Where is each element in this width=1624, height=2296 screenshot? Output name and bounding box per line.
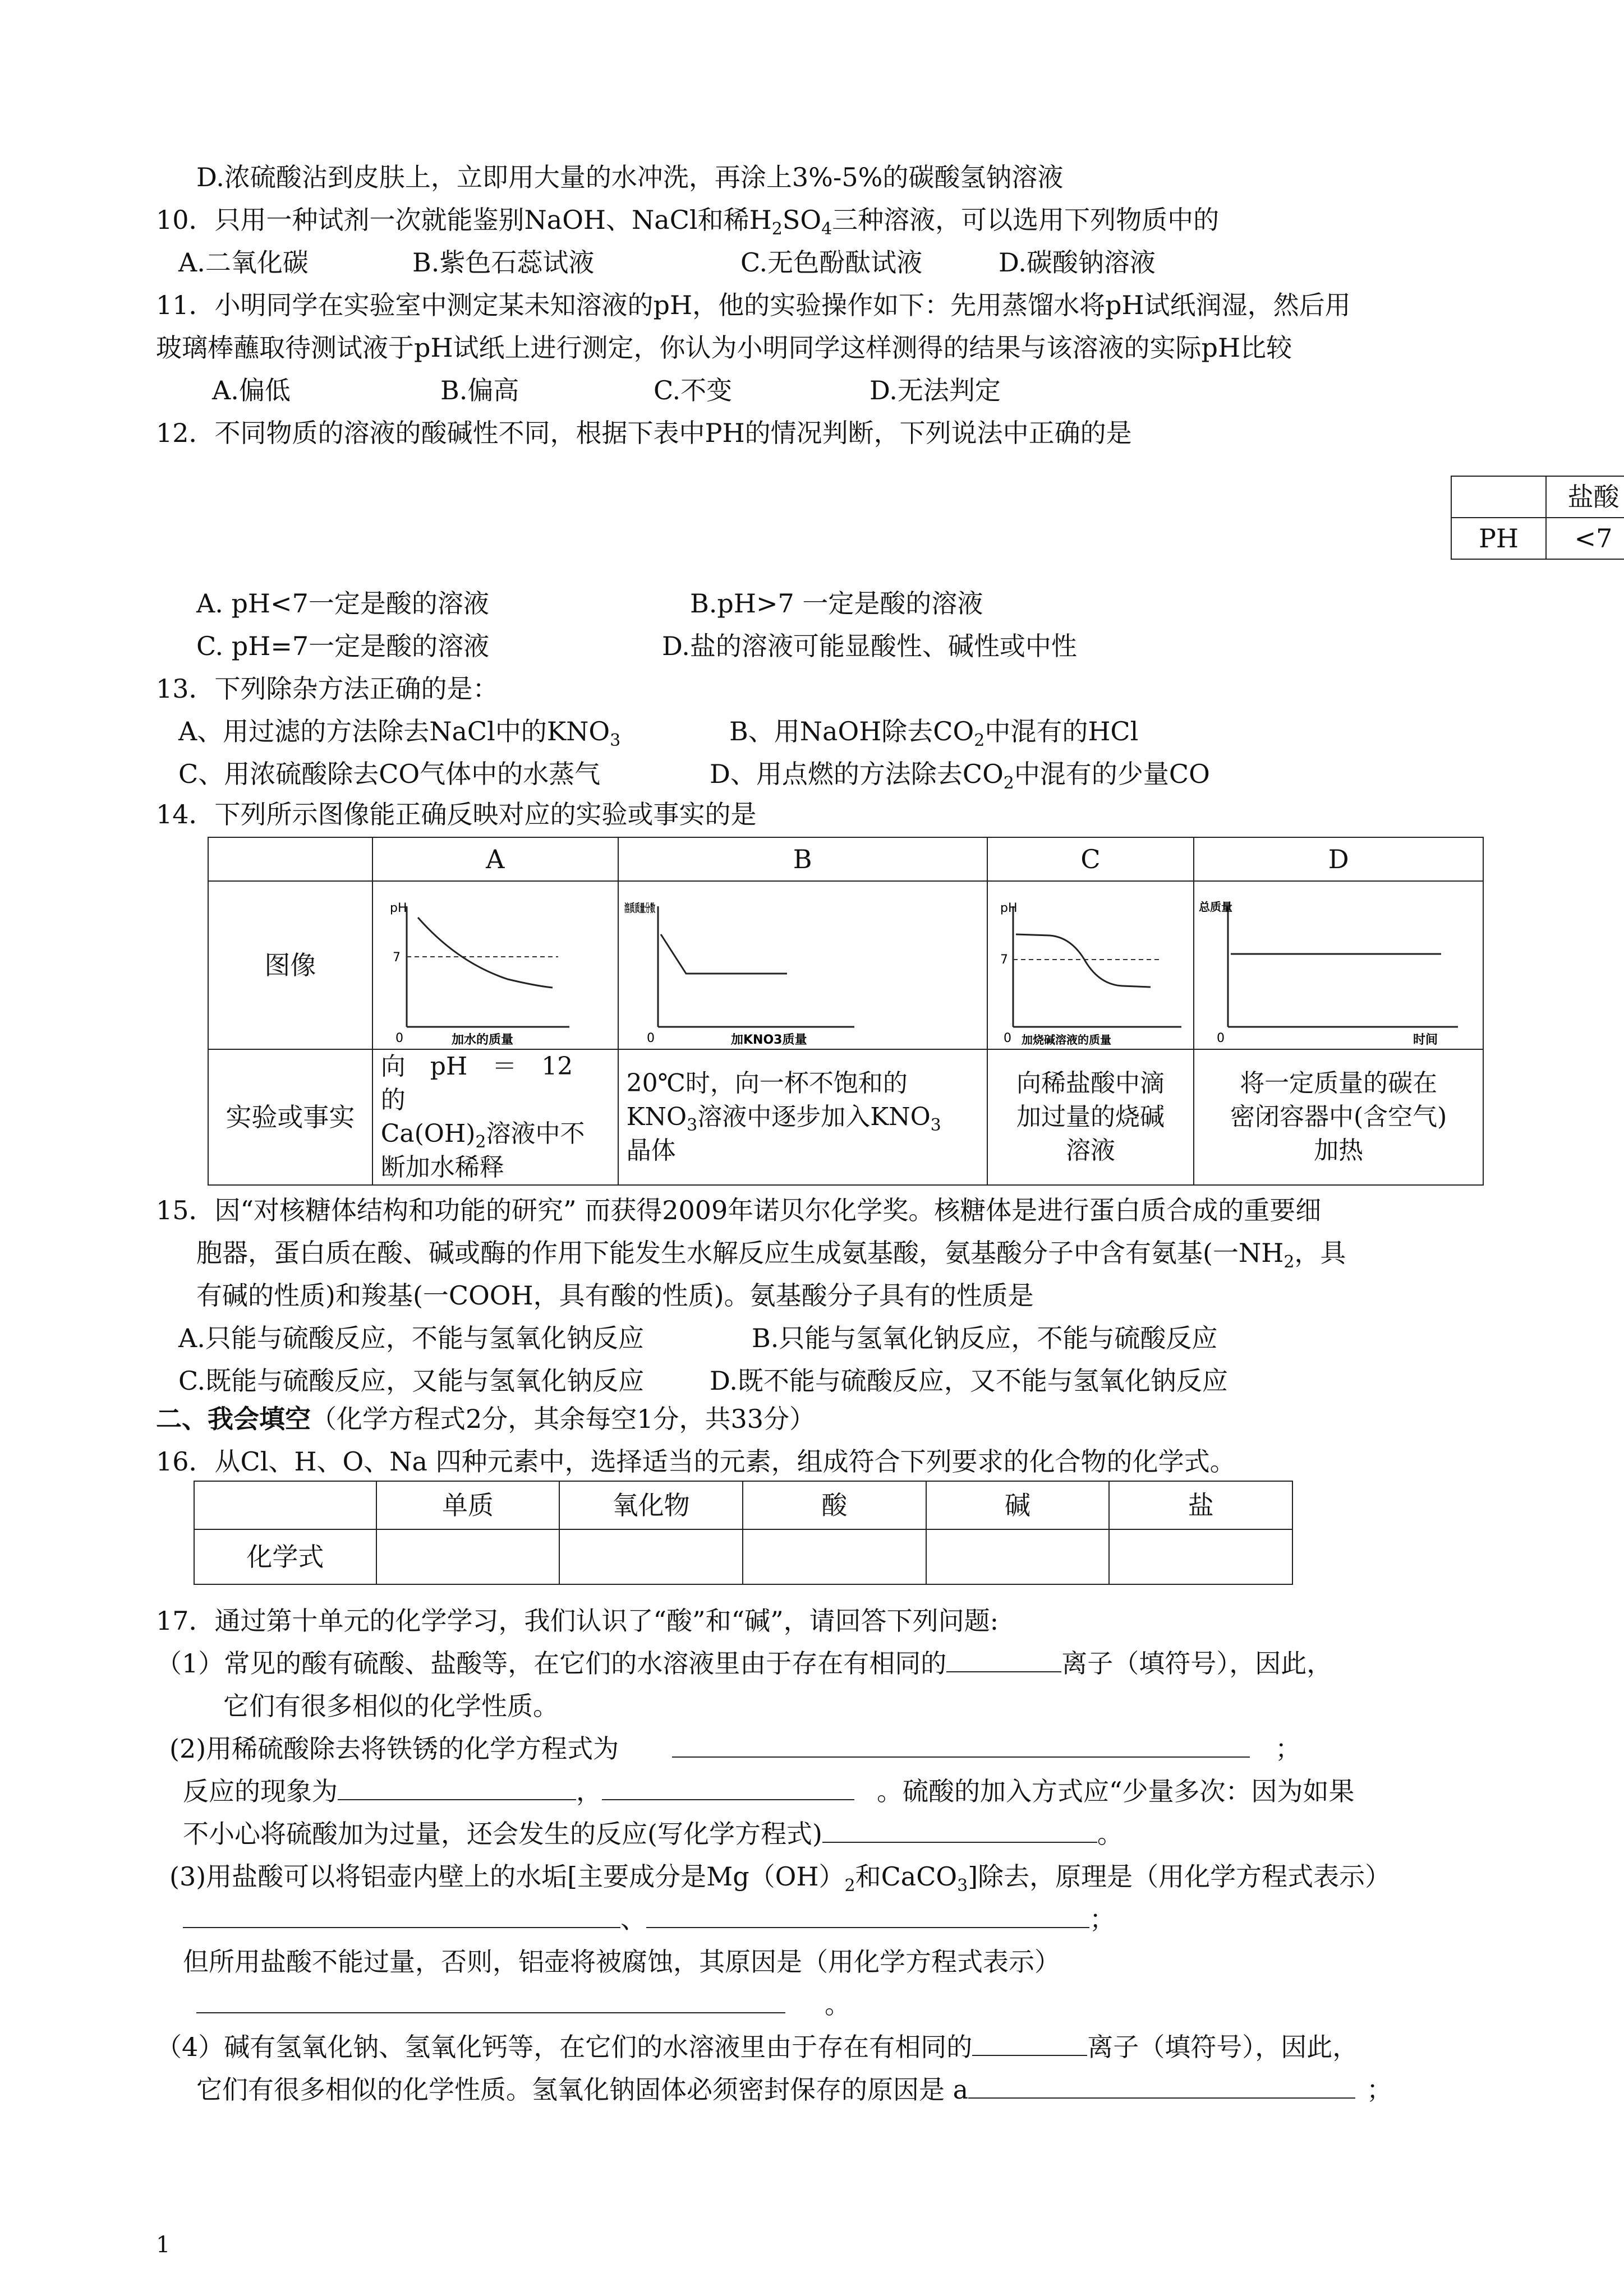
q11-line-2: 玻璃棒蘸取待测试液于pH试纸上进行测定，你认为小明同学这样测得的结果与该溶液的实际pH比较: [156, 333, 1292, 363]
q16-header-acid: 酸: [743, 1481, 926, 1529]
q15-line-2: 胞器，蛋白质在酸、碱或酶的作用下能发生水解反应生成氨基酸，氨基酸分子中含有氨基(一$NH_2$，具: [196, 1238, 1346, 1273]
q17-part-1-cont: 它们有很多相似的化学性质。: [223, 1691, 559, 1721]
q14-row-fact-label: 实验或事实: [208, 1049, 372, 1185]
q11-option-a: A.偏低: [212, 375, 291, 405]
q10-option-d: D.碳酸钠溶液: [999, 247, 1156, 278]
q16-header-empty: [194, 1481, 376, 1529]
graph-d-origin: 0: [1217, 1031, 1225, 1045]
q15-line-1: 15．因“对核糖体结构和功能的研究” 而获得2009年诺贝尔化学奖。核糖体是进行蛋白质合成的重要细: [156, 1195, 1322, 1225]
q17-p2-equation-blank[interactable]: [672, 1734, 1250, 1758]
q10-stem: 10．只用一种试剂一次就能鉴别NaOH、NaCl和稀$H_2SO_4$三种溶液，可以选用下列物质中的: [156, 205, 1220, 239]
q12-table-row-label: PH: [1451, 518, 1546, 559]
q14-fact-c: 向稀盐酸中滴 加过量的烧碱 溶液: [987, 1049, 1194, 1185]
q16-header-oxide: 氧化物: [559, 1481, 743, 1529]
q16-header-salt: 盐: [1109, 1481, 1292, 1529]
q17-p3-blank-2[interactable]: [646, 1905, 1089, 1928]
q16-answer-table: [194, 1481, 1293, 1585]
graph-b-curve: [661, 934, 787, 974]
q17-part-4: （4）碱有氢氧化钠、氢氧化钙等，在它们的水溶液里由于存在有相同的 离子（填符号），因此，: [156, 2032, 1359, 2062]
q17-part-4-cont: 它们有很多相似的化学性质。氢氧化钠固体必须密封保存的原因是 a ；: [196, 2074, 1393, 2105]
graph-c-origin: 0: [1003, 1031, 1011, 1045]
q12-table-corner: [1451, 476, 1546, 518]
q11-line-1: 11．小明同学在实验室中测定某未知溶液的pH，他的实验操作如下：先用蒸馏水将pH试纸润湿，然后用: [156, 290, 1351, 320]
q10-option-c: C.无色酚酞试液: [740, 247, 923, 278]
q14-fact-d: 将一定质量的碳在 密闭容器中(含空气) 加热: [1194, 1049, 1483, 1185]
q14-graph-a: [373, 884, 597, 1046]
q14-graph-a-cell: [372, 881, 618, 1049]
graph-c-mark-7: 7: [1000, 953, 1008, 967]
q14-stem: 14．下列所示图像能正确反映对应的实验或事实的是: [156, 799, 757, 829]
q11-option-b: B.偏高: [440, 375, 519, 405]
q10-option-a: A.二氧化碳: [178, 247, 309, 278]
q17-p2-excess-blank[interactable]: [822, 1819, 1097, 1843]
q14-row-image-label: 图像: [208, 881, 372, 1049]
page-number: 1: [156, 2232, 171, 2258]
graph-c-x-label: 加烧碱溶液的质量: [1021, 1033, 1111, 1046]
q17-p2-phenomenon-blank-2[interactable]: [602, 1777, 854, 1800]
q12-option-a: A. pH<7一定是酸的溶液: [196, 588, 489, 619]
q17-part-2-excess: 不小心将硫酸加为过量，还会发生的反应(写化学方程式) 。: [183, 1819, 1123, 1849]
q15-option-a: A.只能与硫酸反应，不能与氢氧化钠反应: [178, 1323, 644, 1353]
graph-a-origin: 0: [395, 1031, 403, 1045]
graph-a-y-label: pH: [389, 901, 407, 915]
q17-p4-blank[interactable]: [972, 2032, 1087, 2056]
q16-header-element: 单质: [376, 1481, 560, 1529]
q13-option-b: B、用NaOH除去$CO_2$中混有的HCl: [729, 716, 1139, 751]
q12-option-c: C. pH=7一定是酸的溶液: [196, 631, 490, 661]
q17-part-1: （1）常见的酸有硫酸、盐酸等，在它们的水溶液里由于存在有相同的 离子（填符号），因此，: [156, 1648, 1333, 1679]
q17-part-3-blanks: 、 ；: [183, 1902, 1115, 1936]
q14-fact-b: 20℃时，向一杯不饱和的 $KNO_3$溶液中逐步加入$KNO_3$ 晶体: [618, 1049, 987, 1185]
q12-table-header: 盐酸: [1546, 476, 1624, 518]
q-prev-option-d: D.浓硫酸沾到皮肤上，立即用大量的水冲洗，再涂上3%-5%的碳酸氢钠溶液: [196, 162, 1064, 192]
q12-option-d: D.盐的溶液可能显酸性、碱性或中性: [662, 631, 1077, 661]
graph-d-x-label: 时间: [1413, 1033, 1438, 1046]
q12-table-value: <7: [1546, 518, 1624, 559]
q16-header-base: 碱: [926, 1481, 1110, 1529]
q14-graph-c-cell: [987, 881, 1194, 1049]
q14-graph-d-cell: [1194, 881, 1483, 1049]
q17-part-3-corrosion: 但所用盐酸不能过量，否则，铝壶将被腐蚀，其原因是（用化学方程式表示）: [183, 1947, 1060, 1977]
q14-graph-table: [208, 837, 1484, 1186]
graph-b-y-label: 溶质质量分数: [624, 901, 655, 915]
q17-p4-reason-blank[interactable]: [968, 2075, 1355, 2099]
graph-c-y-label: pH: [1000, 901, 1018, 915]
graph-a-mark-7: 7: [392, 951, 401, 965]
q17-p3-blank-1[interactable]: [183, 1905, 620, 1928]
graph-a-x-label: 加水的质量: [451, 1033, 513, 1046]
q14-header-a: A: [372, 837, 618, 881]
q12-stem: 12．不同物质的溶液的酸碱性不同，根据下表中PH的情况判断，下列说法中正确的是: [156, 418, 1132, 448]
q16-answer-element[interactable]: [376, 1529, 560, 1584]
q16-answer-base[interactable]: [926, 1529, 1110, 1584]
q14-header-empty: [208, 837, 372, 881]
q17-p3-corrosion-blank[interactable]: [196, 1990, 785, 2013]
q17-p1-blank[interactable]: [946, 1649, 1061, 1672]
graph-a-curve: [418, 918, 553, 988]
q15-line-3: 有碱的性质)和羧基(一COOH，具有酸的性质)。氨基酸分子具有的性质是: [196, 1280, 1034, 1311]
q14-graph-c: [988, 884, 1190, 1046]
q14-graph-b: [619, 884, 967, 1046]
q16-row-label: 化学式: [194, 1529, 376, 1584]
q13-option-d: D、用点燃的方法除去$CO_2$中混有的少量CO: [710, 759, 1210, 794]
q16-answer-oxide[interactable]: [559, 1529, 743, 1584]
q16-stem: 16．从Cl、H、O、Na 四种元素中，选择适当的元素，组成符合下列要求的化合物的化学式。: [156, 1446, 1236, 1477]
q13-stem: 13．下列除杂方法正确的是：: [156, 674, 499, 704]
graph-c-curve: [1016, 934, 1151, 987]
q14-header-d: D: [1194, 837, 1483, 881]
q17-part-2-phenomenon: 反应的现象为 ， 。硫酸的加入方式应“少量多次：因为如果: [183, 1776, 1355, 1806]
q15-option-d: D.既不能与硫酸反应，又不能与氢氧化钠反应: [710, 1366, 1228, 1396]
graph-d-y-label: 总质量: [1199, 900, 1233, 914]
q14-header-b: B: [618, 837, 987, 881]
q10-option-b: B.紫色石蕊试液: [412, 247, 595, 278]
q17-part-3: (3)用盐酸可以将铝壶内壁上的水垢[主要成分是$Mg(OH)_2$和CaCO$_3$]除去，原理是（用化学方程式表示）: [169, 1861, 1391, 1896]
q17-part-3-corrosion-blank: 。: [196, 1988, 850, 2021]
q12-ph-table: [1451, 476, 1624, 560]
q14-graph-d: [1194, 884, 1475, 1046]
graph-b-x-label: 加KNO3质量: [730, 1033, 807, 1046]
q12-option-b: B.pH>7 一定是酸的溶液: [690, 588, 983, 619]
q11-option-d: D.无法判定: [869, 375, 1001, 405]
q15-option-b: B.只能与氢氧化钠反应，不能与硫酸反应: [752, 1323, 1218, 1353]
q13-option-a: A、用过滤的方法除去NaCl中的$KNO_3$: [178, 716, 621, 751]
q16-answer-acid[interactable]: [743, 1529, 926, 1584]
q14-graph-b-cell: [618, 881, 987, 1049]
q17-p2-phenomenon-blank-1[interactable]: [338, 1777, 576, 1800]
q17-stem: 17．通过第十单元的化学学习，我们认识了“酸”和“碱”，请回答下列问题:: [156, 1606, 999, 1636]
q14-fact-a: 向 pH ＝ 12 的 $Ca(OH)_2$溶液中不 断加水稀释: [372, 1049, 618, 1185]
q16-answer-salt[interactable]: [1109, 1529, 1292, 1584]
q14-header-c: C: [987, 837, 1194, 881]
q17-part-2: (2)用稀硫酸除去将铁锈的化学方程式为 ；: [169, 1733, 1301, 1764]
q11-option-c: C.不变: [654, 375, 733, 405]
graph-b-origin: 0: [646, 1031, 655, 1045]
q15-option-c: C.既能与硫酸反应，又能与氢氧化钠反应: [178, 1366, 645, 1396]
section-2-heading: 二、我会填空（化学方程式2分，其余每空1分，共33分）: [156, 1404, 816, 1434]
q13-option-c: C、用浓硫酸除去CO气体中的水蒸气: [178, 759, 601, 789]
